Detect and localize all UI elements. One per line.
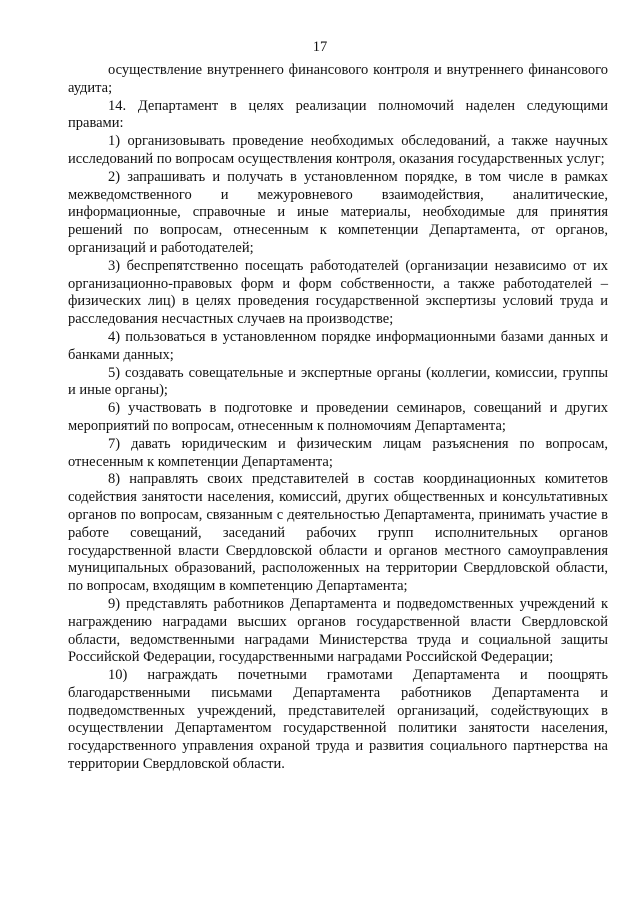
- document-body: [68, 62, 608, 774]
- list-item-3: 3) беспрепятственно посещать работодателей (организации независимо от их организационно-правовых форм и форм собственности, а также работодателей – физических лиц) в целях проведения государственной экспертизы условий труда и расследования несчастных случаев на производстве;: [68, 257, 608, 328]
- list-item-4: 4) пользоваться в установленном порядке информационными базами данных и банками данных;: [68, 328, 608, 363]
- list-item-6: 6) участвовать в подготовке и проведении семинаров, совещаний и других мероприятий по вопросам, отнесенным к полномочиям Департамента;: [68, 400, 608, 434]
- list-item-7: 7) давать юридическим и физическим лицам разъяснения по вопросам, отнесенным к компетенции Департамента;: [68, 435, 608, 470]
- page-number: 17: [312, 39, 328, 55]
- list-item-10: 10) награждать почетными грамотами Департамента и поощрять благодарственными письмами Департамента работников Департамента и подведомственных учреждений, представителей организаций, содействующих в осуществлении Департаментом государственной политики занятости населения, государственного управления охраной труда и развития социального партнерства на территории Свердловской области.: [68, 667, 608, 773]
- list-item-2: 2) запрашивать и получать в установленном порядке, в том числе в рамках межведомственного и межуровневого взаимодействия, аналитические, информационные, справочные и иные материалы, необходимые для принятия решений по вопросам, отнесенным к компетенции Департамента, от органов, организаций и работодателей;: [68, 168, 608, 256]
- list-item-5: 5) создавать совещательные и экспертные органы (коллегии, комиссии, группы и иные органы);: [68, 364, 608, 399]
- list-item-1: 1) организовывать проведение необходимых обследований, а также научных исследований по вопросам осуществления контроля, оказания государственных услуг;: [68, 133, 608, 167]
- paragraph-continuation: осуществление внутреннего финансового контроля и внутреннего финансового аудита;: [68, 62, 608, 96]
- list-item-9: 9) представлять работников Департамента и подведомственных учреждений к награждению наградами высших органов государственной власти Свердловской области, ведомственными наградами Министерства труда и социальной защиты Российской Федерации, государственными наградами Российской Федерации;: [68, 595, 608, 666]
- list-item-8: 8) направлять своих представителей в состав координационных комитетов содействия занятости населения, комиссий, других общественных и консультативных органов по вопросам, связанным с деятельностью Департамента, принимать участие в работе совещаний, заседаний рабочих групп исполнительных органов государственной власти Свердловской области и органов местного самоуправления муниципальных образований, расположенных на территории Свердловской области, по вопросам, входящим в компетенцию Департамента;: [68, 471, 608, 595]
- paragraph-14: 14. Департамент в целях реализации полномочий наделен следующими правами:: [68, 97, 608, 132]
